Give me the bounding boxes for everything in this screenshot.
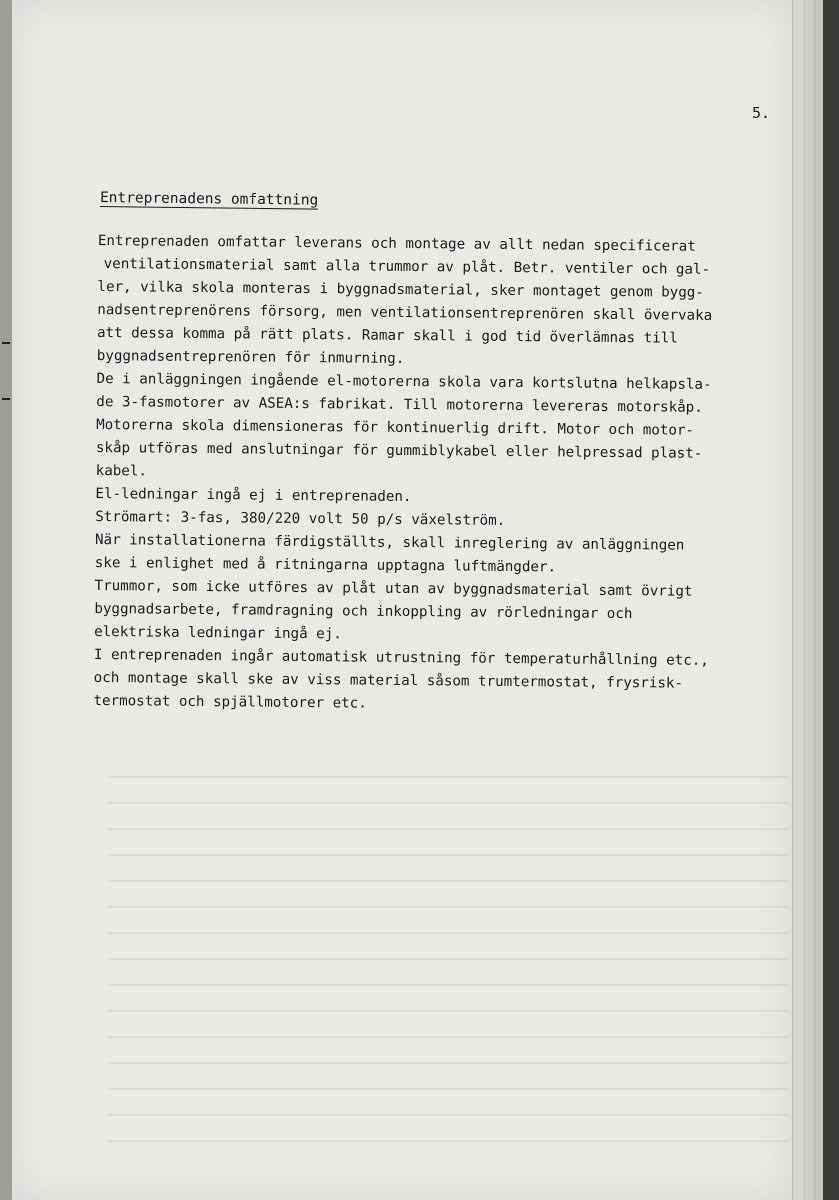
body-line: kabel. [95,462,148,480]
page-edge [814,0,823,1200]
body-line: skåp utföras med anslutningar för gummiblykabel eller helpressad plast- [95,439,703,462]
body-line: Entreprenaden omfattar leverans och montage av allt nedan specificerat [97,232,696,255]
body-line: ventilationsmaterial samt alla trummor av plåt. Betr. ventiler och gal- [103,256,711,278]
body-line: Trummor, som icke utföres av plåt utan av byggnadsmaterial samt övrigt [94,577,693,600]
margin-mark [2,398,10,400]
section-heading: Entreprenadens omfattning [99,190,319,209]
body-line: De i anläggningen ingående el-motorerna skola vara kortslutna helkapsla- [96,370,712,393]
binding-strip [0,0,12,1200]
margin-mark [2,342,10,344]
body-line: ske i enlighet med å ritningarna upptagna luftmängder. [94,554,557,576]
body-line: Strömart: 3-fas, 380/220 volt 50 p/s växelström. [95,508,506,529]
show-through-text [108,760,788,1160]
body-line: termostat och spjällmotorer etc. [93,692,367,712]
body-line: och montage skall ske av viss material såsom trumtermostat, frysrisk- [93,669,684,692]
body-line: ler, vilka skola monteras i byggnadsmaterial, sker montaget genom bygg- [97,278,704,301]
body-line: Motorerna skola dimensioneras för kontinuerlig drift. Motor och motor- [96,416,695,439]
body-line: byggnadsarbete, framdragning och inkoppling av rörledningar och [94,600,633,623]
body-line: att dessa komma på rätt plats. Ramar skall i god tid överlämnas till [96,324,678,347]
body-line: byggnadsentreprenören för inmurning. [96,347,405,367]
body-line: I entreprenaden ingår automatisk utrustning för temperaturhållning etc., [93,646,709,669]
body-line: de 3-fasmotorer av ASEA:s fabrikat. Till motorerna levereras motorskåp. [96,393,703,416]
body-line: När installationerna färdigställts, skall inreglering av anläggningen [94,531,685,554]
body-line: nadsentreprenörens försorg, men ventilationsentreprenören skall övervaka [97,301,713,324]
section-body [93,230,768,719]
body-line: El-ledningar ingå ej i entreprenaden. [95,485,412,506]
body-line: elektriska ledningar ingå ej. [94,623,342,643]
page-number: 5. [752,104,771,122]
